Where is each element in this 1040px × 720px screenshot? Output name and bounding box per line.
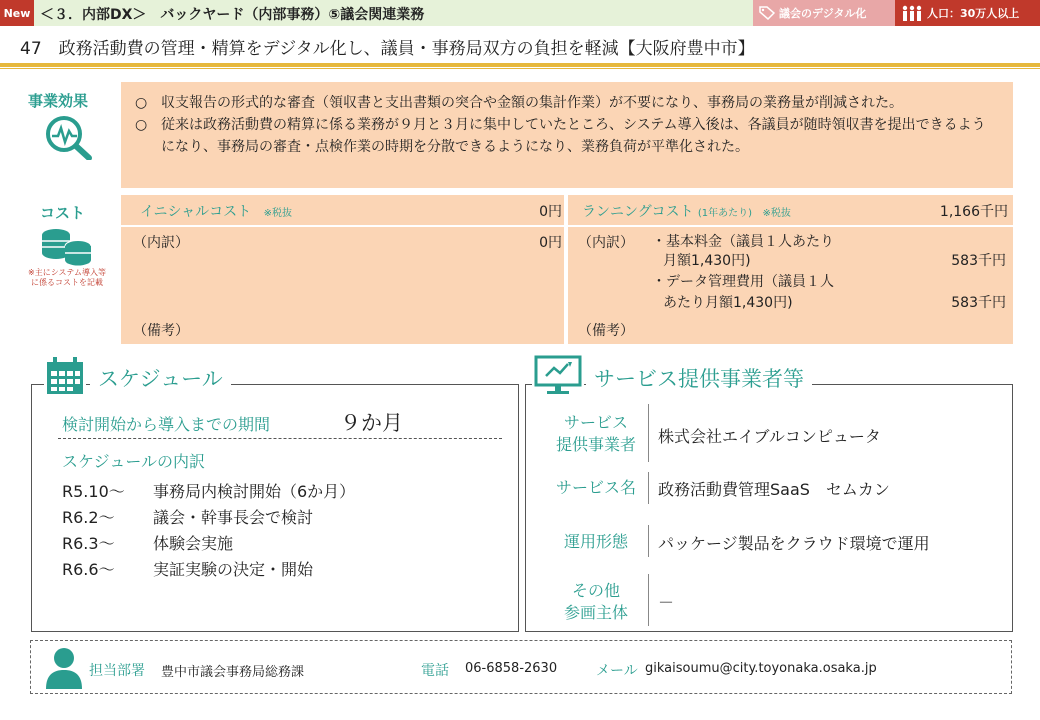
- effect-text: 従来は政務活動費の精算に係る業務が９月と３月に集中していたところ、システム導入後は、各議員が随時領収書を提出できるようになり、事務局の審査・点検作業の時期を分散できるようになり、業務負荷が平準化された。: [161, 117, 986, 155]
- provider-service-value: 政務活動費管理SaaS セムカン: [658, 480, 890, 499]
- cost-note: ※主にシステム導入等に係るコストを記載: [28, 268, 106, 287]
- running-item-1-amount: 583千円: [951, 253, 1006, 269]
- dept-label: 担当部署: [89, 663, 145, 679]
- provider-company-value: 株式会社エイブルコンピュータ: [658, 427, 881, 446]
- schedule-row-date: R6.2～: [62, 508, 115, 527]
- coins-icon: [38, 226, 94, 268]
- schedule-breakdown-label: スケジュールの内訳: [62, 452, 206, 471]
- people-icon: [901, 5, 923, 21]
- tag-digital: [753, 0, 895, 26]
- schedule-row-event: 実証実験の決定・開始: [153, 560, 314, 579]
- schedule-row-date: R6.6～: [62, 560, 115, 579]
- provider-service-label: サービス名: [555, 478, 636, 497]
- new-badge: New: [0, 0, 34, 26]
- initial-cost-title: [140, 201, 292, 221]
- person-icon: [45, 647, 83, 689]
- provider-title: サービス提供事業者等: [586, 363, 812, 393]
- running-cost-period: (1年あたり): [697, 208, 753, 219]
- effects-box: [121, 82, 1013, 188]
- calendar-icon: [44, 356, 86, 396]
- tag-population: [895, 0, 1040, 26]
- contact-box: [30, 640, 1012, 694]
- effect-bullet: ○: [135, 95, 148, 111]
- effect-item: [135, 114, 999, 158]
- schedule-row-event: 事務局内検討開始（6か月）: [153, 482, 356, 501]
- effects-label: 事業効果: [28, 92, 89, 110]
- phone-label: 電話: [421, 663, 449, 679]
- schedule-row-event: 体験会実施: [153, 534, 234, 553]
- mail-label: メール: [596, 663, 638, 679]
- initial-remarks-label: （備考）: [133, 323, 189, 339]
- initial-cost-amount: 0円: [539, 204, 562, 220]
- running-item-1-line1: ・基本料金（議員１人あたり: [652, 234, 834, 250]
- schedule-divider: [58, 438, 502, 439]
- schedule-row-date: R6.3～: [62, 534, 115, 553]
- provider-operation-value: パッケージ製品をクラウド環境で運用: [658, 534, 930, 553]
- provider-separator: [648, 574, 649, 626]
- page-title: 47 政務活動費の管理・精算をデジタル化し、議員・事務局双方の負担を軽減【大阪府豊中市】: [20, 39, 755, 59]
- magnifier-chart-icon: [44, 114, 94, 160]
- cost-label: コスト: [40, 204, 86, 222]
- provider-separator: [648, 472, 649, 504]
- provider-other-value: －: [658, 593, 675, 612]
- running-cost-title-text: ランニングコスト: [582, 204, 694, 220]
- tag-icon: [759, 6, 775, 20]
- dept-value: 豊中市議会事務局総務課: [161, 665, 305, 680]
- effect-text: 収支報告の形式的な審査（領収書と支出書類の突合や金額の集計作業）が不要になり、事務局の業務量が削減された。: [161, 95, 903, 111]
- monitor-icon: [532, 354, 584, 396]
- mail-value[interactable]: gikaisoumu@city.toyonaka.osaka.jp: [645, 661, 877, 676]
- provider-separator: [648, 404, 649, 462]
- schedule-title: スケジュール: [90, 363, 231, 393]
- schedule-period-value: ９か月: [340, 411, 403, 435]
- schedule-row-date: R5.10～: [62, 482, 125, 501]
- running-item-2-line1: ・データ管理費用（議員１人: [652, 274, 834, 290]
- effect-bullet: ○: [135, 117, 148, 133]
- phone-value[interactable]: 06-6858-2630: [465, 661, 558, 676]
- provider-operation-label: 運用形態: [563, 532, 628, 551]
- provider-company-label: サービス 提供事業者: [555, 413, 636, 454]
- initial-cost-tax: ※税抜: [263, 208, 293, 219]
- effect-item: [135, 92, 999, 114]
- running-item-1-line2: 月額1,430円): [663, 253, 751, 269]
- section-title: ＜３．内部DX＞ バックヤード（内部事務）⑤議会関連業務: [40, 7, 425, 23]
- initial-breakdown-amount: 0円: [539, 235, 562, 251]
- running-cost-tax: ※税抜: [762, 208, 791, 219]
- running-cost-title: [582, 201, 791, 221]
- provider-separator: [648, 525, 649, 557]
- running-item-2-line2: あたり月額1,430円): [663, 295, 793, 311]
- running-breakdown-label: （内訳）: [578, 235, 634, 251]
- schedule-row-event: 議会・幹事長会で検討: [153, 508, 314, 527]
- title-underline: [0, 63, 1040, 67]
- initial-cost-title-text: イニシャルコスト: [140, 204, 252, 220]
- tag-digital-label: 議会のデジタル化: [779, 7, 867, 20]
- provider-other-label: その他 参画主体: [563, 581, 628, 622]
- title-underline-thin: [0, 68, 1040, 69]
- tag-population-label: 人口：30万人以上: [927, 7, 1020, 20]
- running-item-2-amount: 583千円: [951, 295, 1006, 311]
- initial-breakdown-label: （内訳）: [133, 235, 189, 251]
- running-cost-amount: 1,166千円: [939, 204, 1008, 220]
- header-bar: [0, 0, 1040, 26]
- running-remarks-label: （備考）: [578, 323, 634, 339]
- schedule-period-label: 検討開始から導入までの期間: [62, 415, 271, 434]
